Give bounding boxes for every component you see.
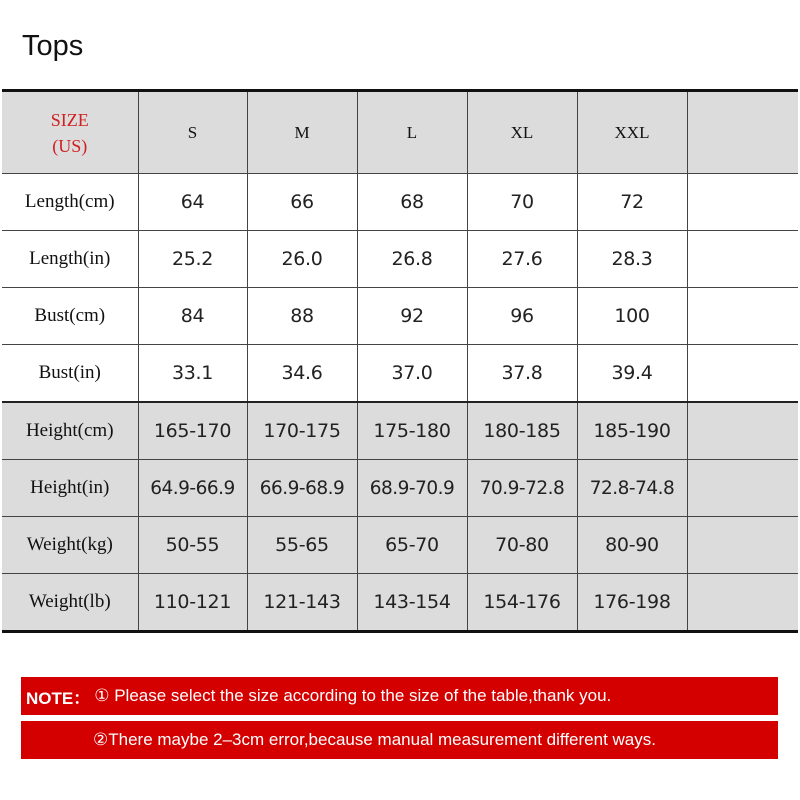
row-label: Length(cm) xyxy=(2,174,138,231)
table-cell: 170-175 xyxy=(247,402,357,460)
note-line-1: ① Please select the size according to the size of the table,thank you. xyxy=(94,686,612,705)
size-column-header: M xyxy=(247,91,357,174)
page-title: Tops xyxy=(22,30,84,62)
table-row xyxy=(2,460,798,517)
size-label-line1: SIZE xyxy=(50,109,89,130)
table-cell: 100 xyxy=(577,288,687,345)
table-cell: 72 xyxy=(577,174,687,231)
empty-cell xyxy=(687,231,798,288)
empty-cell xyxy=(687,288,798,345)
table-cell: 176-198 xyxy=(577,574,687,632)
table-cell: 154-176 xyxy=(467,574,577,632)
empty-cell xyxy=(687,91,798,174)
table-cell: 70 xyxy=(467,174,577,231)
table-cell: 25.2 xyxy=(138,231,247,288)
table-cell: 64.9-66.9 xyxy=(138,460,247,517)
table-row xyxy=(2,288,798,345)
note-banner-1 xyxy=(21,677,778,715)
table-cell: 165-170 xyxy=(138,402,247,460)
size-column-header: S xyxy=(138,91,247,174)
table-row xyxy=(2,174,798,231)
size-column-header: XXL xyxy=(577,91,687,174)
table-cell: 68.9-70.9 xyxy=(357,460,467,517)
table-cell: 55-65 xyxy=(247,517,357,574)
table-cell: 68 xyxy=(357,174,467,231)
table-cell: 64 xyxy=(138,174,247,231)
empty-cell xyxy=(687,174,798,231)
size-label-line2: (US) xyxy=(52,135,88,156)
table-cell: 66.9-68.9 xyxy=(247,460,357,517)
table-cell: 80-90 xyxy=(577,517,687,574)
table-row xyxy=(2,402,798,460)
note-line-2: ②There maybe 2–3cm error,because manual measurement different ways. xyxy=(93,730,656,749)
table-header-row xyxy=(2,91,798,174)
table-cell: 34.6 xyxy=(247,345,357,403)
empty-cell xyxy=(687,402,798,460)
table-cell: 65-70 xyxy=(357,517,467,574)
note-banner-2 xyxy=(21,721,778,759)
table-cell: 27.6 xyxy=(467,231,577,288)
table-cell: 84 xyxy=(138,288,247,345)
table-cell: 39.4 xyxy=(577,345,687,403)
table-cell: 110-121 xyxy=(138,574,247,632)
table-cell: 37.8 xyxy=(467,345,577,403)
row-label: Weight(lb) xyxy=(2,574,138,632)
row-label: Height(cm) xyxy=(2,402,138,460)
table-cell: 175-180 xyxy=(357,402,467,460)
table-row xyxy=(2,574,798,632)
table-cell: 37.0 xyxy=(357,345,467,403)
empty-cell xyxy=(687,517,798,574)
empty-cell xyxy=(687,345,798,403)
table-row xyxy=(2,517,798,574)
table-row xyxy=(2,345,798,403)
size-header-cell xyxy=(2,91,138,174)
empty-cell xyxy=(687,574,798,632)
table-cell: 180-185 xyxy=(467,402,577,460)
table-cell: 50-55 xyxy=(138,517,247,574)
table-cell: 26.8 xyxy=(357,231,467,288)
row-label: Bust(cm) xyxy=(2,288,138,345)
table-cell: 96 xyxy=(467,288,577,345)
size-chart-table xyxy=(2,89,798,633)
size-column-header: L xyxy=(357,91,467,174)
table-cell: 185-190 xyxy=(577,402,687,460)
table-cell: 33.1 xyxy=(138,345,247,403)
empty-cell xyxy=(687,460,798,517)
row-label: Bust(in) xyxy=(2,345,138,403)
table-cell: 72.8-74.8 xyxy=(577,460,687,517)
row-label: Height(in) xyxy=(2,460,138,517)
table-cell: 28.3 xyxy=(577,231,687,288)
table-cell: 88 xyxy=(247,288,357,345)
table-cell: 143-154 xyxy=(357,574,467,632)
note-label: NOTE： xyxy=(26,688,91,708)
row-label: Weight(kg) xyxy=(2,517,138,574)
table-cell: 92 xyxy=(357,288,467,345)
table-row xyxy=(2,231,798,288)
table-cell: 66 xyxy=(247,174,357,231)
table-cell: 70-80 xyxy=(467,517,577,574)
table-cell: 121-143 xyxy=(247,574,357,632)
table-cell: 26.0 xyxy=(247,231,357,288)
table-cell: 70.9-72.8 xyxy=(467,460,577,517)
row-label: Length(in) xyxy=(2,231,138,288)
size-column-header: XL xyxy=(467,91,577,174)
